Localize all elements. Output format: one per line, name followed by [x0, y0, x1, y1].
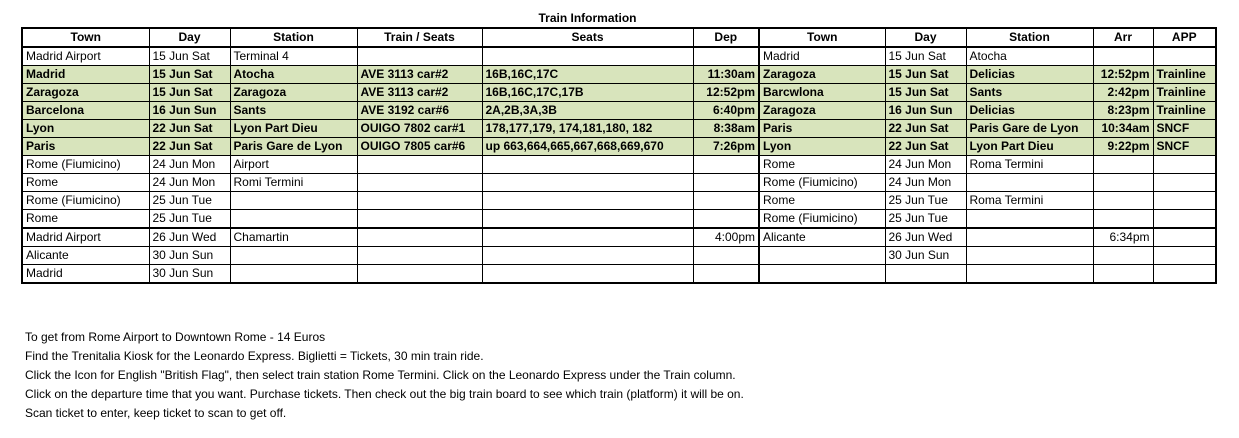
cell-app: Trainline	[1153, 84, 1216, 102]
cell-dep	[693, 156, 759, 174]
cell-train-seats: AVE 3192 car#6	[357, 102, 482, 120]
cell-arr: 2:42pm	[1093, 84, 1153, 102]
cell-dep: 7:26pm	[693, 138, 759, 156]
cell-arrival-town	[759, 247, 885, 265]
cell-arrival-day: 22 Jun Sat	[885, 120, 966, 138]
cell-train-seats: AVE 3113 car#2	[357, 84, 482, 102]
cell-train-seats	[357, 156, 482, 174]
cell-arrival-station: Paris Gare de Lyon	[966, 120, 1093, 138]
cell-station: Terminal 4	[230, 47, 357, 66]
cell-town: Rome	[22, 210, 149, 229]
cell-app	[1153, 265, 1216, 284]
cell-town: Barcelona	[22, 102, 149, 120]
column-header-town: Town	[22, 28, 149, 47]
cell-town: Madrid Airport	[22, 228, 149, 247]
cell-dep	[693, 265, 759, 284]
cell-station: Airport	[230, 156, 357, 174]
table-row	[22, 120, 1216, 138]
cell-train-seats	[357, 210, 482, 229]
cell-app: Trainline	[1153, 102, 1216, 120]
cell-arrival-station: Roma Termini	[966, 156, 1093, 174]
cell-town: Rome	[22, 174, 149, 192]
cell-day: 22 Jun Sat	[149, 138, 230, 156]
cell-station	[230, 192, 357, 210]
cell-arrival-station: Sants	[966, 84, 1093, 102]
header-row	[22, 28, 1216, 47]
cell-day: 30 Jun Sun	[149, 247, 230, 265]
cell-arr	[1093, 192, 1153, 210]
cell-app	[1153, 247, 1216, 265]
cell-arrival-town: Madrid	[759, 47, 885, 66]
cell-seats	[482, 265, 693, 284]
cell-town: Madrid	[22, 265, 149, 284]
table-row	[22, 138, 1216, 156]
cell-app	[1153, 174, 1216, 192]
column-header-arr: Arr	[1093, 28, 1153, 47]
table-row	[22, 265, 1216, 284]
cell-arrival-town: Rome (Fiumicino)	[759, 210, 885, 229]
table-row	[22, 47, 1216, 66]
cell-arr: 6:34pm	[1093, 228, 1153, 247]
cell-arr	[1093, 47, 1153, 66]
cell-day: 16 Jun Sun	[149, 102, 230, 120]
cell-dep	[693, 47, 759, 66]
cell-train-seats	[357, 228, 482, 247]
cell-station	[230, 247, 357, 265]
sheet-title: Train Information	[538, 11, 637, 25]
cell-train-seats	[357, 265, 482, 284]
cell-arrival-day: 16 Jun Sun	[885, 102, 966, 120]
cell-arr: 9:22pm	[1093, 138, 1153, 156]
cell-arrival-town: Rome	[759, 192, 885, 210]
cell-seats	[482, 228, 693, 247]
cell-arrival-town: Zaragoza	[759, 102, 885, 120]
column-header-arrival-station: Station	[966, 28, 1093, 47]
cell-train-seats: OUIGO 7805 car#6	[357, 138, 482, 156]
cell-arr: 8:23pm	[1093, 102, 1153, 120]
cell-dep: 6:40pm	[693, 102, 759, 120]
note-line: Scan ticket to enter, keep ticket to scan to get off.	[25, 406, 287, 420]
cell-arrival-station	[966, 174, 1093, 192]
column-header-station: Station	[230, 28, 357, 47]
note-line: Find the Trenitalia Kiosk for the Leonardo Express. Biglietti = Tickets, 30 min train ride.	[25, 349, 484, 363]
cell-app: SNCF	[1153, 138, 1216, 156]
cell-train-seats: OUIGO 7802 car#1	[357, 120, 482, 138]
cell-day: 22 Jun Sat	[149, 120, 230, 138]
cell-arrival-day: 15 Jun Sat	[885, 84, 966, 102]
cell-arrival-station: Delicias	[966, 102, 1093, 120]
column-header-seats: Seats	[482, 28, 693, 47]
cell-town: Paris	[22, 138, 149, 156]
cell-arrival-station: Lyon Part Dieu	[966, 138, 1093, 156]
cell-app: SNCF	[1153, 120, 1216, 138]
cell-app	[1153, 228, 1216, 247]
cell-app	[1153, 156, 1216, 174]
cell-seats	[482, 156, 693, 174]
notes-section	[25, 328, 744, 423]
cell-arrival-town: Rome (Fiumicino)	[759, 174, 885, 192]
cell-arrival-station: Atocha	[966, 47, 1093, 66]
cell-seats: up 663,664,665,667,668,669,670	[482, 138, 693, 156]
cell-seats	[482, 247, 693, 265]
cell-arrival-day: 26 Jun Wed	[885, 228, 966, 247]
table-row	[22, 210, 1216, 229]
cell-arrival-day	[885, 265, 966, 284]
cell-arrival-town: Paris	[759, 120, 885, 138]
cell-arrival-day: 24 Jun Mon	[885, 174, 966, 192]
column-header-app: APP	[1153, 28, 1216, 47]
cell-dep: 8:38am	[693, 120, 759, 138]
cell-seats	[482, 210, 693, 229]
cell-seats: 16B,16C,17C	[482, 66, 693, 84]
cell-station: Lyon Part Dieu	[230, 120, 357, 138]
cell-arrival-town: Lyon	[759, 138, 885, 156]
cell-arrival-town	[759, 265, 885, 284]
cell-arr	[1093, 156, 1153, 174]
cell-day: 24 Jun Mon	[149, 174, 230, 192]
cell-dep: 11:30am	[693, 66, 759, 84]
cell-seats	[482, 47, 693, 66]
table-row	[22, 84, 1216, 102]
cell-train-seats	[357, 192, 482, 210]
cell-train-seats	[357, 174, 482, 192]
cell-arr	[1093, 265, 1153, 284]
cell-dep: 12:52pm	[693, 84, 759, 102]
cell-day: 15 Jun Sat	[149, 66, 230, 84]
cell-town: Alicante	[22, 247, 149, 265]
cell-day: 25 Jun Tue	[149, 192, 230, 210]
cell-seats: 2A,2B,3A,3B	[482, 102, 693, 120]
cell-app	[1153, 210, 1216, 229]
cell-arrival-town: Barcwlona	[759, 84, 885, 102]
cell-app	[1153, 192, 1216, 210]
cell-station	[230, 265, 357, 284]
note-line: Click on the departure time that you want. Purchase tickets. Then check out the big train board to see which train (platform) it will be on.	[25, 387, 744, 401]
cell-seats	[482, 174, 693, 192]
note-line: To get from Rome Airport to Downtown Rome - 14 Euros	[25, 330, 326, 344]
cell-seats: 178,177,179, 174,181,180, 182	[482, 120, 693, 138]
column-header-dep: Dep	[693, 28, 759, 47]
cell-arr: 12:52pm	[1093, 66, 1153, 84]
cell-arrival-town: Zaragoza	[759, 66, 885, 84]
cell-day: 25 Jun Tue	[149, 210, 230, 229]
cell-arrival-day: 25 Jun Tue	[885, 192, 966, 210]
cell-arrival-station	[966, 228, 1093, 247]
cell-station	[230, 210, 357, 229]
cell-town: Lyon	[22, 120, 149, 138]
column-header-arrival-day: Day	[885, 28, 966, 47]
cell-dep	[693, 210, 759, 229]
cell-day: 26 Jun Wed	[149, 228, 230, 247]
cell-dep	[693, 192, 759, 210]
cell-arr	[1093, 247, 1153, 265]
cell-town: Rome (Fiumicino)	[22, 156, 149, 174]
cell-arrival-day: 30 Jun Sun	[885, 247, 966, 265]
cell-train-seats	[357, 247, 482, 265]
cell-station: Paris Gare de Lyon	[230, 138, 357, 156]
cell-seats	[482, 192, 693, 210]
cell-train-seats	[357, 47, 482, 66]
table-row	[22, 66, 1216, 84]
cell-dep: 4:00pm	[693, 228, 759, 247]
cell-arr	[1093, 174, 1153, 192]
cell-arrival-station	[966, 247, 1093, 265]
cell-arrival-town: Rome	[759, 156, 885, 174]
cell-station: Romi Termini	[230, 174, 357, 192]
cell-dep	[693, 174, 759, 192]
table-row	[22, 228, 1216, 247]
cell-station: Zaragoza	[230, 84, 357, 102]
cell-arrival-day: 24 Jun Mon	[885, 156, 966, 174]
cell-arr	[1093, 210, 1153, 229]
cell-arrival-station	[966, 210, 1093, 229]
cell-town: Madrid Airport	[22, 47, 149, 66]
column-header-day: Day	[149, 28, 230, 47]
cell-day: 24 Jun Mon	[149, 156, 230, 174]
cell-arrival-day: 25 Jun Tue	[885, 210, 966, 229]
cell-town: Rome (Fiumicino)	[22, 192, 149, 210]
cell-station: Sants	[230, 102, 357, 120]
cell-town: Madrid	[22, 66, 149, 84]
cell-town: Zaragoza	[22, 84, 149, 102]
cell-arrival-station: Roma Termini	[966, 192, 1093, 210]
cell-arrival-town: Alicante	[759, 228, 885, 247]
cell-arrival-day: 15 Jun Sat	[885, 47, 966, 66]
cell-app	[1153, 47, 1216, 66]
cell-dep	[693, 247, 759, 265]
cell-arrival-station: Delicias	[966, 66, 1093, 84]
train-information-table	[21, 27, 1217, 284]
table-row	[22, 247, 1216, 265]
cell-arrival-day: 22 Jun Sat	[885, 138, 966, 156]
column-header-train-seats: Train / Seats	[357, 28, 482, 47]
table-row	[22, 156, 1216, 174]
cell-station: Chamartin	[230, 228, 357, 247]
cell-day: 15 Jun Sat	[149, 47, 230, 66]
table-row	[22, 174, 1216, 192]
cell-day: 15 Jun Sat	[149, 84, 230, 102]
column-header-arrival-town: Town	[759, 28, 885, 47]
cell-arr: 10:34am	[1093, 120, 1153, 138]
cell-arrival-station	[966, 265, 1093, 284]
cell-seats: 16B,16C,17C,17B	[482, 84, 693, 102]
cell-station: Atocha	[230, 66, 357, 84]
cell-train-seats: AVE 3113 car#2	[357, 66, 482, 84]
table-row	[22, 192, 1216, 210]
cell-day: 30 Jun Sun	[149, 265, 230, 284]
cell-arrival-day: 15 Jun Sat	[885, 66, 966, 84]
cell-app: Trainline	[1153, 66, 1216, 84]
note-line: Click the Icon for English "British Flag", then select train station Rome Termini. Click on the Leonardo Express under the Train column.	[25, 368, 736, 382]
table-row	[22, 102, 1216, 120]
